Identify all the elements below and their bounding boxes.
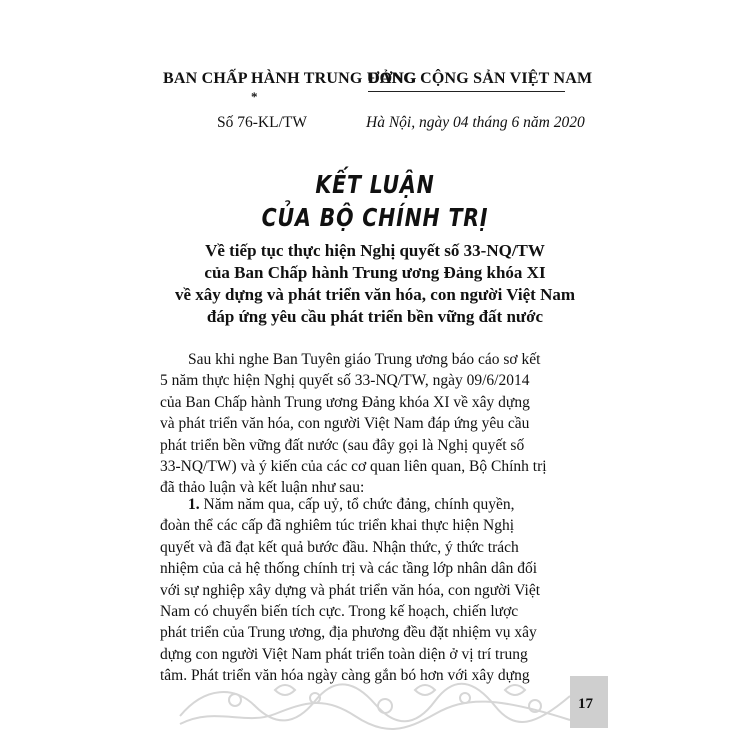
party-name-underline: [368, 91, 565, 92]
body-line: phát triển bền vững đất nước (sau đây gọi là Nghị quyết số: [160, 436, 525, 454]
body-line: quyết và đã đạt kết quả bước đầu. Nhận thức, ý thức trách: [160, 538, 519, 556]
body-line: của Ban Chấp hành Trung ương Đảng khóa XI về xây dựng: [160, 393, 530, 411]
document-number: Số 76-KL/TW: [217, 114, 307, 131]
body-line: 5 năm thực hiện Nghị quyết số 33-NQ/TW, ngày 09/6/2014: [160, 372, 530, 390]
body-line: nhiệm của cả hệ thống chính trị và các tầng lớp nhân dân đối: [160, 560, 538, 578]
document-title-line1: KẾT LUẬN: [315, 170, 435, 199]
section-1-paragraph: [160, 494, 570, 687]
body-line: tâm. Phát triển văn hóa ngày càng gắn bó hơn với xây dựng: [160, 667, 530, 685]
header-star: *: [251, 89, 258, 104]
place-date: Hà Nội, ngày 04 tháng 6 năm 2020: [366, 114, 585, 131]
document-title-line2: CỦA BỘ CHÍNH TRỊ: [261, 203, 489, 232]
body-line: và phát triển văn hóa, con người Việt Nam đáp ứng yêu cầu: [160, 415, 530, 433]
decorative-footer-ornament: [175, 676, 575, 732]
body-text: Năm năm qua, cấp uỷ, tổ chức đảng, chính quyền,: [203, 496, 515, 513]
subtitle-line: đáp ứng yêu cầu phát triển bền vững đất nước: [206, 307, 544, 326]
body-line: [160, 494, 570, 515]
body-line: đoàn thể các cấp đã nghiêm túc triển khai thực hiện Nghị: [160, 517, 515, 535]
page-number: 17: [578, 696, 593, 712]
issuing-body: BAN CHẤP HÀNH TRUNG ƯƠNG: [163, 70, 417, 87]
body-line: Sau khi nghe Ban Tuyên giáo Trung ương báo cáo sơ kết: [188, 351, 541, 368]
body-line: với sự nghiệp xây dựng và phát triển văn hóa, con người Việt: [160, 581, 541, 599]
body-line: đã thảo luận và kết luận như sau:: [160, 479, 365, 497]
body-line: dựng con người Việt Nam phát triển toàn diện ở vị trí trung: [160, 645, 528, 663]
party-name: ĐẢNG CỘNG SẢN VIỆT NAM: [368, 70, 593, 87]
body-line: phát triển của Trung ương, địa phương đều đặt nhiệm vụ xây: [160, 624, 537, 642]
section-number: 1.: [188, 496, 200, 513]
document-subtitle: [150, 240, 600, 328]
intro-paragraph: [160, 349, 570, 499]
body-line: 33-NQ/TW) và ý kiến của các cơ quan liên quan, Bộ Chính trị: [160, 458, 547, 476]
subtitle-line: về xây dựng và phát triển văn hóa, con người Việt Nam: [174, 285, 576, 304]
body-line: Nam có chuyển biến tích cực. Trong kế hoạch, chiến lược: [160, 603, 519, 621]
subtitle-line: của Ban Chấp hành Trung ương Đảng khóa XI: [204, 263, 546, 282]
subtitle-line: Về tiếp tục thực hiện Nghị quyết số 33-NQ/TW: [205, 241, 545, 260]
